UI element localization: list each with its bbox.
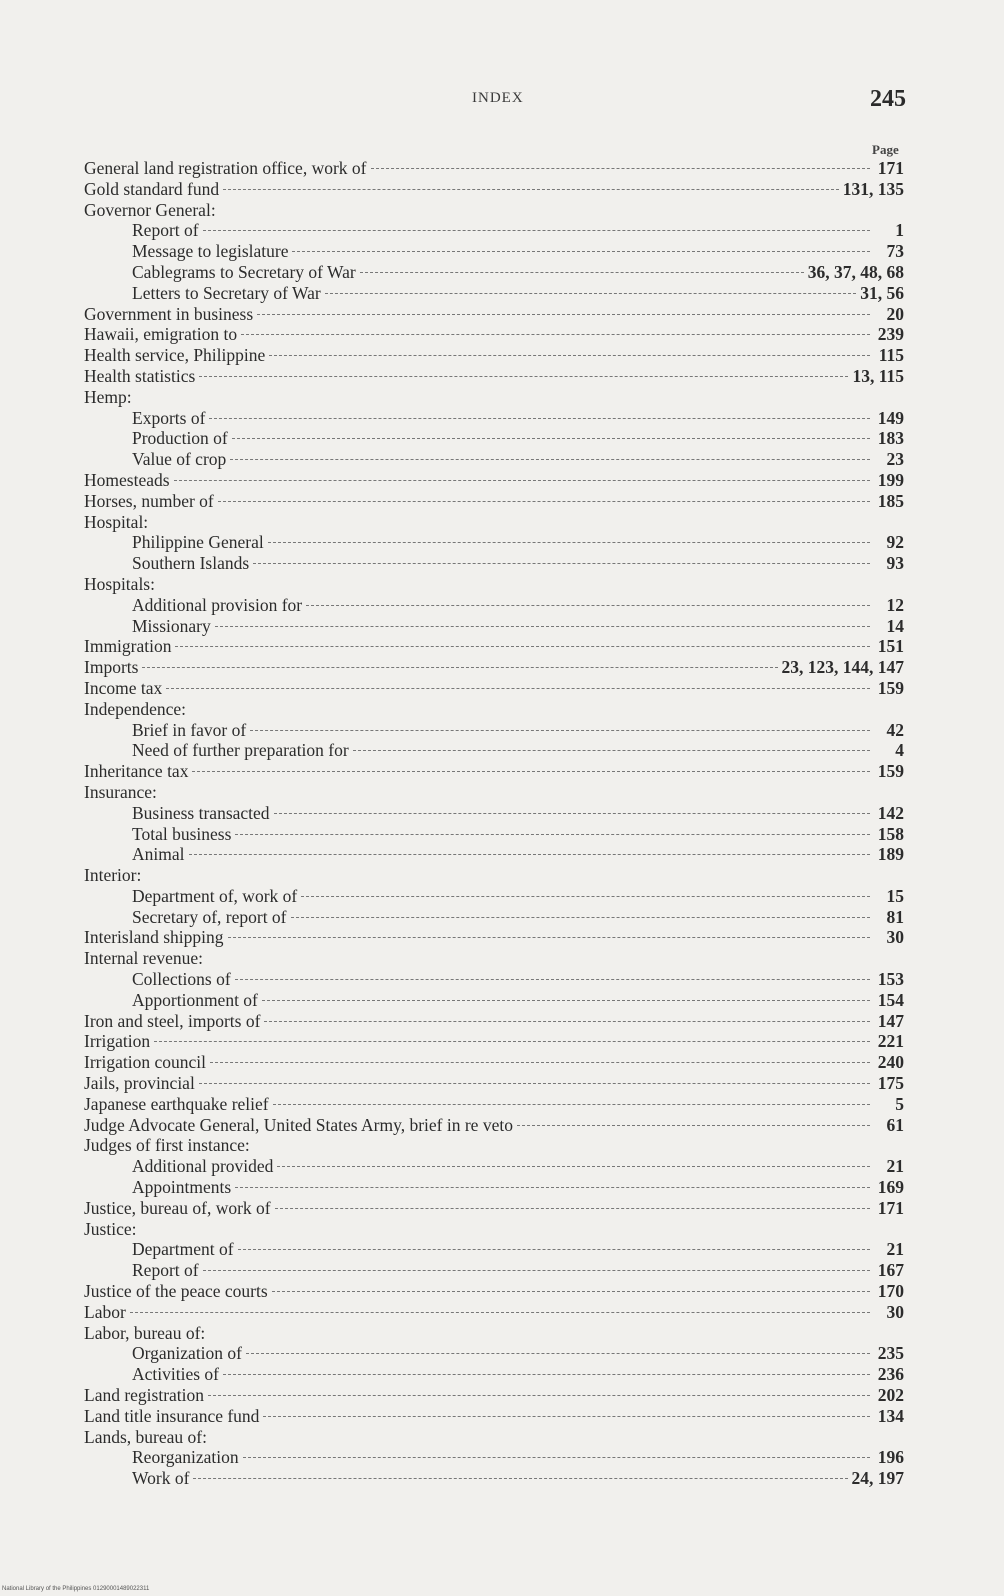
index-subentry [84, 907, 904, 928]
entry-pages: 151 [877, 636, 904, 657]
entry-pages: 158 [877, 823, 904, 844]
entry-label: Judges of first instance: [84, 1135, 250, 1156]
index-subentry [84, 595, 904, 616]
entry-pages: 202 [877, 1385, 904, 1406]
entry-label: Philippine General [132, 532, 264, 553]
entry-label: General land registration office, work of [84, 158, 367, 178]
index-entry [84, 387, 904, 408]
entry-label: Justice of the peace courts [84, 1281, 268, 1302]
index-subentry [84, 740, 904, 761]
dot-leader [241, 334, 870, 335]
entry-label: Internal revenue: [84, 948, 204, 969]
dot-leader [263, 1416, 870, 1417]
entry-label: Brief in favor of [132, 719, 247, 740]
entry-label: Irrigation [84, 1031, 151, 1052]
entry-label: Labor, bureau of: [84, 1322, 206, 1343]
entry-label: Insurance: [84, 781, 157, 802]
entry-label: Animal [132, 844, 185, 865]
entry-label: Hospital: [84, 511, 149, 532]
index-entry [84, 304, 904, 325]
index-entry [84, 366, 904, 387]
entry-label: Report of [132, 1260, 199, 1281]
entry-label: Additional provision for [132, 594, 303, 615]
entry-label: Missionary [132, 615, 211, 636]
entry-pages: 183 [877, 428, 904, 449]
entry-label: Additional provided [132, 1156, 274, 1177]
entry-label: Land title insurance fund [84, 1405, 260, 1426]
index-entry [84, 1281, 904, 1302]
entry-label: Gold standard fund [84, 178, 220, 199]
dot-leader [235, 1187, 870, 1188]
dot-leader [232, 438, 870, 439]
dot-leader [371, 168, 871, 169]
dot-leader [243, 1457, 870, 1458]
entry-pages: 235 [877, 1343, 904, 1364]
index-list [84, 158, 904, 1489]
index-entry [84, 699, 904, 720]
entry-pages: 115 [878, 345, 904, 366]
entry-pages: 42 [886, 719, 904, 740]
dot-leader [235, 979, 870, 980]
entry-label: Cablegrams to Secretary of War [132, 261, 356, 282]
index-entry [84, 948, 904, 969]
entry-label: Imports [84, 657, 139, 678]
dot-leader [238, 1249, 870, 1250]
index-subentry [84, 990, 904, 1011]
dot-leader [175, 646, 870, 647]
index-entry [84, 491, 904, 512]
entry-pages: 12 [886, 594, 904, 615]
entry-pages: 134 [877, 1405, 904, 1426]
index-entry [84, 574, 904, 595]
entry-label: Production of [132, 428, 228, 449]
entry-pages: 199 [877, 469, 904, 490]
index-subentry [84, 969, 904, 990]
dot-leader [301, 896, 870, 897]
index-entry [84, 1115, 904, 1136]
entry-pages: 159 [877, 761, 904, 782]
index-subentry [84, 220, 904, 241]
entry-pages: 221 [877, 1031, 904, 1052]
entry-label: Justice, bureau of, work of [84, 1197, 271, 1218]
index-entry [84, 179, 904, 200]
index-entry [84, 1406, 904, 1427]
entry-label: Department of [132, 1239, 234, 1260]
dot-leader [130, 1312, 870, 1313]
index-subentry [84, 1260, 904, 1281]
entry-label: Hemp: [84, 386, 132, 407]
entry-pages: 147 [877, 1010, 904, 1031]
entry-pages: 185 [877, 490, 904, 511]
entry-label: Business transacted [132, 802, 270, 823]
index-entry [84, 1094, 904, 1115]
page-number: 245 [870, 86, 906, 112]
entry-label: Secretary of, report of [132, 906, 287, 927]
index-entry [84, 512, 904, 533]
entry-pages: 5 [895, 1093, 904, 1114]
dot-leader [250, 730, 870, 731]
dot-leader [306, 605, 870, 606]
entry-label: Irrigation council [84, 1052, 206, 1073]
dot-leader [210, 1062, 870, 1063]
entry-pages: 23 [886, 449, 904, 470]
entry-label: Jails, provincial [84, 1073, 195, 1094]
index-subentry [84, 241, 904, 262]
entry-label: Labor [84, 1301, 126, 1322]
index-subentry [84, 283, 904, 304]
index-subentry [84, 616, 904, 637]
entry-label: Horses, number of [84, 490, 214, 511]
dot-leader [235, 834, 870, 835]
entry-label: Inheritance tax [84, 761, 189, 782]
entry-pages: 73 [886, 241, 904, 262]
dot-leader [174, 480, 870, 481]
entry-pages: 149 [877, 407, 904, 428]
entry-pages: 30 [886, 927, 904, 948]
entry-label: Organization of [132, 1343, 242, 1364]
page-title: INDEX [472, 90, 524, 106]
entry-label: Report of [132, 220, 199, 241]
dot-leader [223, 1374, 870, 1375]
dot-leader [277, 1166, 870, 1167]
entry-pages: 169 [877, 1177, 904, 1198]
dot-leader [189, 854, 871, 855]
entry-pages: 142 [877, 802, 904, 823]
entry-pages: 92 [886, 532, 904, 553]
entry-label: Interisland shipping [84, 927, 224, 948]
index-subentry [84, 262, 904, 283]
dot-leader [223, 189, 839, 190]
index-entry [84, 865, 904, 886]
entry-pages: 36, 37, 48, 68 [807, 261, 904, 282]
dot-leader [292, 251, 870, 252]
entry-pages: 189 [877, 844, 904, 865]
dot-leader [269, 355, 870, 356]
dot-leader [275, 1208, 870, 1209]
entry-label: Health service, Philippine [84, 345, 266, 366]
entry-pages: 131, 135 [842, 178, 904, 199]
entry-label: Department of, work of [132, 885, 298, 906]
index-subentry [84, 844, 904, 865]
dot-leader [142, 667, 777, 668]
entry-pages: 159 [877, 677, 904, 698]
entry-pages: 21 [886, 1239, 904, 1260]
dot-leader [291, 917, 870, 918]
entry-pages: 61 [886, 1114, 904, 1135]
index-subentry [84, 408, 904, 429]
entry-pages: 153 [877, 969, 904, 990]
entry-label: Judge Advocate General, United States Army, brief in re veto [84, 1114, 513, 1135]
dot-leader [154, 1041, 870, 1042]
index-entry [84, 158, 904, 179]
entry-pages: 1 [895, 220, 904, 241]
entry-label: Governor General: [84, 199, 216, 220]
entry-pages: 30 [886, 1301, 904, 1322]
dot-leader [268, 542, 870, 543]
dot-leader [218, 501, 870, 502]
page-column-heading: Page [872, 142, 899, 157]
scan-credit: National Library of the Philippines 01290001489022311 [2, 1586, 150, 1592]
entry-label: Value of crop [132, 449, 227, 470]
dot-leader [230, 459, 870, 460]
index-entry [84, 1052, 904, 1073]
entry-label: Homesteads [84, 469, 170, 490]
entry-pages: 15 [886, 885, 904, 906]
index-subentry [84, 886, 904, 907]
index-entry [84, 657, 904, 678]
entry-label: Interior: [84, 865, 142, 886]
entry-label: Hospitals: [84, 573, 155, 594]
index-entry [84, 1385, 904, 1406]
entry-label: Exports of [132, 407, 206, 428]
dot-leader [215, 626, 870, 627]
dot-leader [209, 418, 870, 419]
entry-pages: 81 [886, 906, 904, 927]
dot-leader [203, 1270, 870, 1271]
index-subentry [84, 553, 904, 574]
index-entry [84, 1427, 904, 1448]
entry-pages: 196 [877, 1447, 904, 1468]
entry-pages: 239 [877, 324, 904, 345]
index-subentry [84, 1468, 904, 1489]
dot-leader [246, 1353, 870, 1354]
entry-label: Hawaii, emigration to [84, 324, 238, 345]
index-subentry [84, 1447, 904, 1468]
entry-pages: 167 [877, 1260, 904, 1281]
index-subentry [84, 449, 904, 470]
dot-leader [208, 1395, 870, 1396]
index-subentry [84, 1343, 904, 1364]
entry-pages: 236 [877, 1364, 904, 1385]
dot-leader [257, 314, 870, 315]
dot-leader [193, 1478, 847, 1479]
index-entry [84, 761, 904, 782]
entry-label: Activities of [132, 1364, 219, 1385]
entry-pages: 24, 197 [851, 1468, 904, 1489]
entry-label: Income tax [84, 677, 163, 698]
entry-label: Government in business [84, 303, 254, 324]
index-entry [84, 782, 904, 803]
entry-pages: 240 [877, 1052, 904, 1073]
entry-label: Letters to Secretary of War [132, 282, 321, 303]
entry-pages: 154 [877, 989, 904, 1010]
entry-pages: 4 [895, 740, 904, 761]
index-entry [84, 678, 904, 699]
index-subentry [84, 1177, 904, 1198]
entry-label: Justice: [84, 1218, 137, 1239]
index-entry [84, 1011, 904, 1032]
entry-pages: 171 [877, 158, 904, 178]
index-entry [84, 200, 904, 221]
index-entry [84, 636, 904, 657]
dot-leader [325, 293, 857, 294]
dot-leader [203, 230, 870, 231]
index-subentry [84, 803, 904, 824]
index-subentry [84, 1364, 904, 1385]
entry-pages: 14 [886, 615, 904, 636]
index-entry [84, 927, 904, 948]
entry-label: Apportionment of [132, 989, 258, 1010]
dot-leader [166, 688, 870, 689]
entry-label: Lands, bureau of: [84, 1426, 207, 1447]
index-entry [84, 1031, 904, 1052]
entry-label: Message to legislature [132, 241, 289, 262]
entry-pages: 171 [877, 1197, 904, 1218]
entry-label: Iron and steel, imports of [84, 1010, 261, 1031]
entry-pages: 23, 123, 144, 147 [781, 657, 904, 678]
index-entry [84, 1302, 904, 1323]
entry-pages: 175 [877, 1073, 904, 1094]
dot-leader [192, 771, 870, 772]
entry-pages: 20 [886, 303, 904, 324]
index-entry [84, 1073, 904, 1094]
index-entry [84, 470, 904, 491]
dot-leader [262, 1000, 870, 1001]
running-head [0, 86, 1004, 116]
entry-label: Reorganization [132, 1447, 239, 1468]
entry-label: Japanese earthquake relief [84, 1093, 269, 1114]
dot-leader [517, 1125, 870, 1126]
index-subentry [84, 1156, 904, 1177]
dot-leader [353, 750, 870, 751]
index-entry [84, 1198, 904, 1219]
entry-label: Health statistics [84, 365, 196, 386]
index-entry [84, 324, 904, 345]
entry-pages: 31, 56 [860, 282, 904, 303]
entry-label: Appointments [132, 1177, 232, 1198]
entry-label: Southern Islands [132, 553, 250, 574]
entry-label: Independence: [84, 698, 187, 719]
dot-leader [199, 376, 848, 377]
entry-pages: 170 [877, 1281, 904, 1302]
entry-pages: 13, 115 [852, 365, 904, 386]
entry-label: Collections of [132, 969, 231, 990]
index-entry [84, 1135, 904, 1156]
dot-leader [274, 813, 870, 814]
dot-leader [228, 937, 871, 938]
index-entry [84, 1323, 904, 1344]
index-subentry [84, 1239, 904, 1260]
dot-leader [253, 563, 870, 564]
dot-leader [199, 1083, 870, 1084]
index-entry [84, 345, 904, 366]
index-subentry [84, 824, 904, 845]
entry-label: Land registration [84, 1385, 205, 1406]
dot-leader [264, 1021, 870, 1022]
entry-label: Immigration [84, 636, 172, 657]
index-subentry [84, 720, 904, 741]
index-entry [84, 1219, 904, 1240]
entry-label: Total business [132, 823, 232, 844]
entry-label: Need of further preparation for [132, 740, 349, 761]
index-subentry [84, 532, 904, 553]
entry-pages: 93 [886, 553, 904, 574]
entry-pages: 21 [886, 1156, 904, 1177]
entry-label: Work of [132, 1468, 190, 1489]
index-subentry [84, 428, 904, 449]
dot-leader [273, 1104, 870, 1105]
dot-leader [360, 272, 804, 273]
dot-leader [272, 1291, 870, 1292]
